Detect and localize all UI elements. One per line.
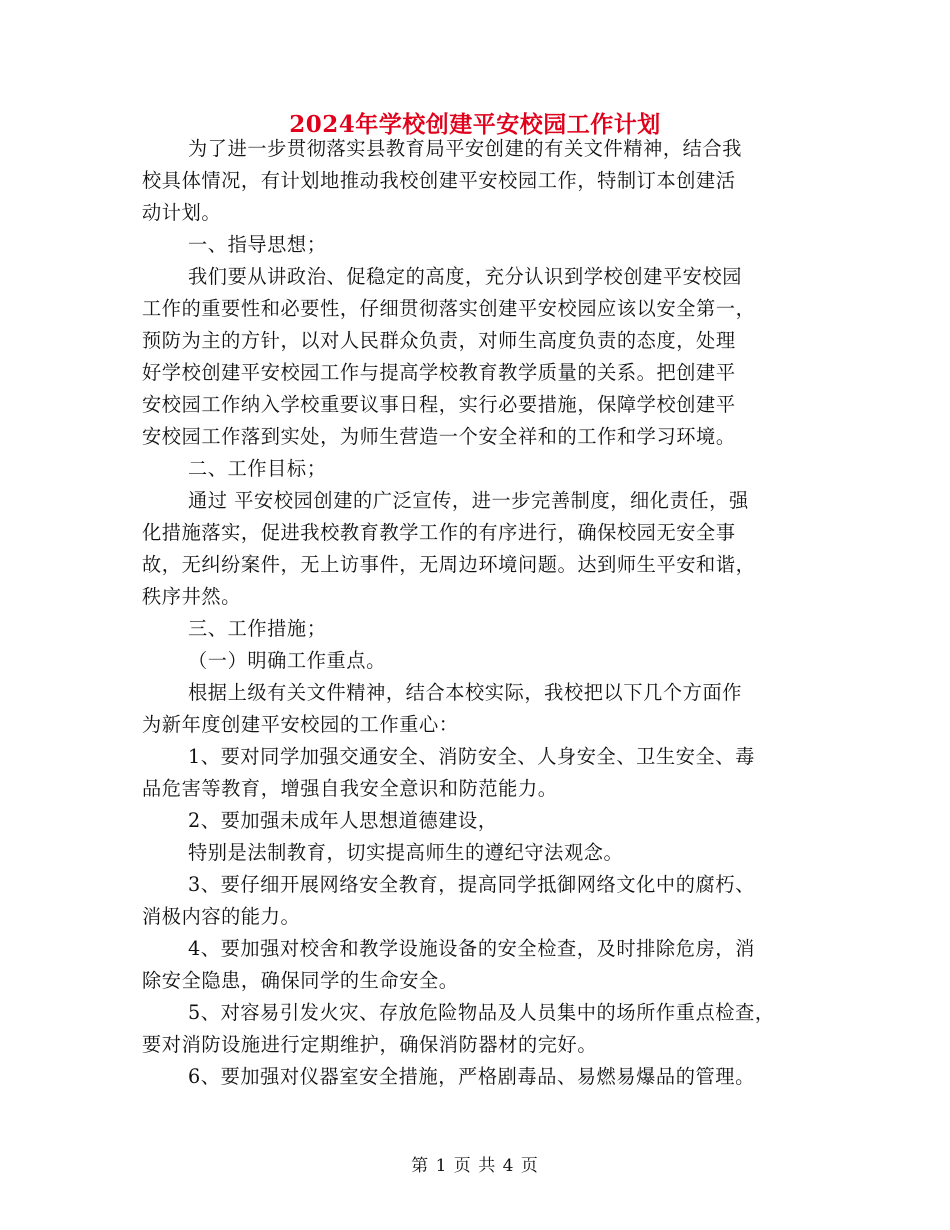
paragraph-line: 2、要加强未成年人思想道德建设，: [188, 809, 498, 832]
page-footer: 第 1 页 共 4 页: [411, 1156, 539, 1176]
paragraph-line: 特别是法制教育，切实提高师生的遵纪守法观念。: [188, 841, 624, 864]
paragraph-line: 好学校创建平安校园工作与提高学校教育教学质量的关系。把创建平: [142, 361, 736, 384]
paragraph-line: 校具体情况，有计划地推动我校创建平安校园工作，特制订本创建活: [142, 169, 736, 192]
paragraph-line: 二、工作目标；: [188, 457, 327, 480]
paragraph: [142, 837, 812, 869]
paragraph: [142, 869, 812, 933]
document-title: 2024年学校创建平安校园工作计划: [289, 111, 661, 138]
paragraph-line: 预防为主的方针，以对人民群众负责，对师生高度负责的态度，处理: [142, 329, 736, 352]
paragraph-line: 动计划。: [142, 201, 222, 224]
paragraph-line: 3、要仔细开展网络安全教育，提高同学抵御网络文化中的腐朽、: [188, 873, 755, 896]
paragraph-line: 我们要从讲政治、促稳定的高度，充分认识到学校创建平安校园: [188, 265, 743, 288]
document-body: [142, 133, 812, 1093]
paragraph-line: 一、指导思想；: [188, 233, 327, 256]
paragraph: [142, 453, 812, 485]
paragraph-line: 通过 平安校园创建的广泛宣传，进一步完善制度，细化责任，强: [188, 489, 749, 512]
paragraph: [142, 133, 812, 229]
paragraph-line: 4、要加强对校舍和教学设施设备的安全检查，及时排除危房，消: [188, 937, 755, 960]
paragraph: [142, 997, 812, 1061]
paragraph-line: 故，无纠纷案件，无上访事件，无周边环境问题。达到师生平安和谐，: [142, 553, 756, 576]
paragraph-line: 品危害等教育，增强自我安全意识和防范能力。: [142, 777, 558, 800]
paragraph-line: 6、要加强对仪器室安全措施，严格剧毒品、易燃易爆品的管理。: [188, 1065, 755, 1088]
paragraph-line: 秩序井然。: [142, 585, 241, 608]
paragraph: [142, 1061, 812, 1093]
paragraph: [142, 677, 812, 741]
paragraph: [142, 933, 812, 997]
paragraph: [142, 741, 812, 805]
paragraph-line: 消极内容的能力。: [142, 905, 301, 928]
paragraph-line: 要对消防设施进行定期维护，确保消防器材的完好。: [142, 1033, 598, 1056]
paragraph-line: 1、要对同学加强交通安全、消防安全、人身安全、卫生安全、毒: [188, 745, 755, 768]
paragraph-line: 5、对容易引发火灾、存放危险物品及人员集中的场所作重点检查，: [188, 1001, 775, 1024]
paragraph-line: 安校园工作落到实处，为师生营造一个安全祥和的工作和学习环境。: [142, 425, 736, 448]
paragraph-line: 安校园工作纳入学校重要议事日程，实行必要措施，保障学校创建平: [142, 393, 736, 416]
paragraph: [142, 613, 812, 645]
paragraph: [142, 229, 812, 261]
paragraph-line: 工作的重要性和必要性，仔细贯彻落实创建平安校园应该以安全第一，: [142, 297, 756, 320]
paragraph: [142, 645, 812, 677]
paragraph-line: 除安全隐患，确保同学的生命安全。: [142, 969, 459, 992]
paragraph-line: （一）明确工作重点。: [188, 649, 386, 672]
paragraph: [142, 485, 812, 613]
paragraph: [142, 805, 812, 837]
paragraph-line: 根据上级有关文件精神，结合本校实际，我校把以下几个方面作: [188, 681, 743, 704]
paragraph-line: 三、工作措施；: [188, 617, 327, 640]
paragraph-line: 为新年度创建平安校园的工作重心：: [142, 713, 459, 736]
paragraph-line: 为了进一步贯彻落实县教育局平安创建的有关文件精神，结合我: [188, 137, 743, 160]
paragraph-line: 化措施落实，促进我校教育教学工作的有序进行，确保校园无安全事: [142, 521, 736, 544]
paragraph: [142, 261, 812, 453]
